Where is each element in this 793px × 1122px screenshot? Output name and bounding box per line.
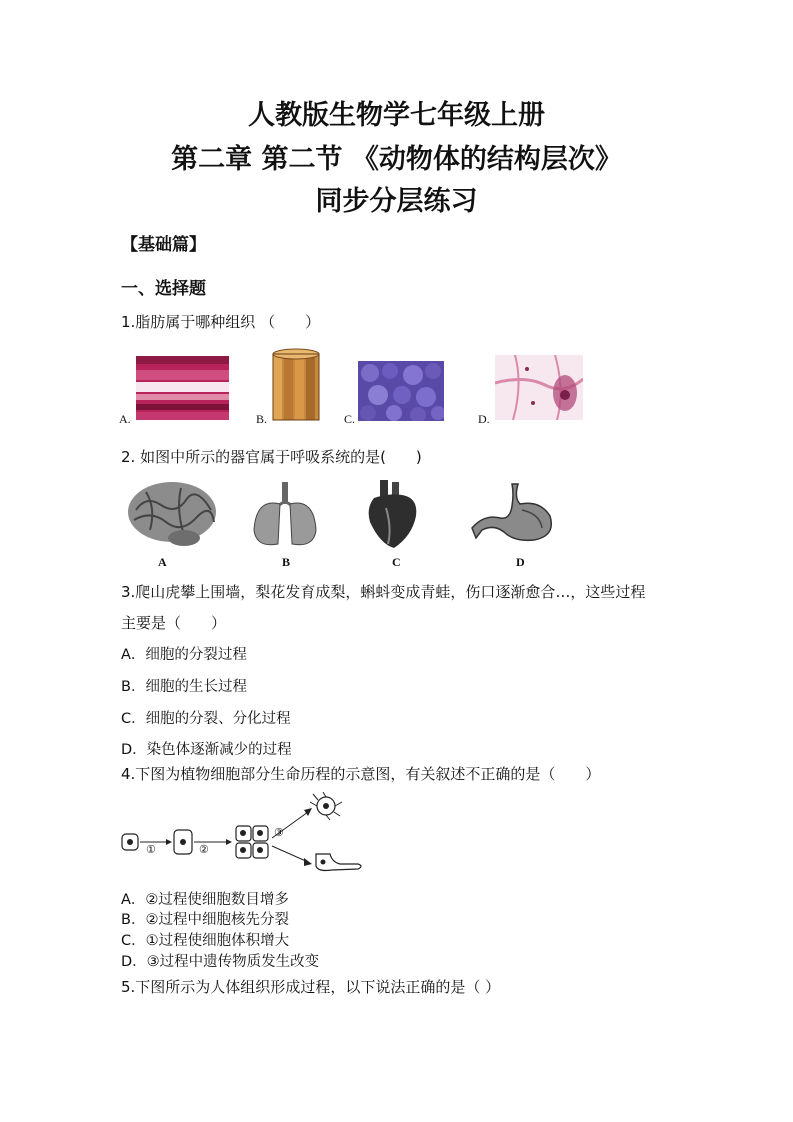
q3-option-c: C．细胞的分裂、分化过程 <box>121 711 291 727</box>
stomach-icon <box>470 480 560 550</box>
heart-icon <box>362 478 422 550</box>
question-2-stem: 2. 如图中所示的器官属于呼吸系统的是( ) <box>121 448 422 466</box>
q2-option-c-label: C <box>392 555 401 569</box>
q4-option-c: C．①过程使细胞体积增大 <box>121 933 290 949</box>
question-5-stem: 5.下图所示为人体组织形成过程，以下说法正确的是（ ） <box>121 978 501 996</box>
question-3-stem-line1: 3.爬山虎攀上围墙，梨花发育成梨，蝌蚪变成青蛙，伤口逐渐愈合…，这些过程 <box>121 583 646 601</box>
question-1-stem: 1.脂肪属于哪种组织 （ ） <box>121 313 321 331</box>
title-chapter: 第二章 第二节 《动物体的结构层次》 <box>171 144 622 175</box>
q1-option-c-label: C. <box>344 412 356 426</box>
part-multiple-choice: 一、选择题 <box>121 279 206 299</box>
brain-icon <box>126 480 218 550</box>
question-3-stem-line2: 主要是（ ） <box>121 614 227 632</box>
question-4-stem: 4.下图为植物细胞部分生命历程的示意图，有关叙述不正确的是（ ） <box>121 765 601 783</box>
cell-cluster-image <box>358 361 444 421</box>
q1-option-b-label: B. <box>256 412 268 426</box>
lungs-icon <box>250 480 320 550</box>
q3-option-d: D．染色体逐渐减少的过程 <box>121 742 292 758</box>
title-practice: 同步分层练习 <box>315 186 478 217</box>
q3-option-a: A．细胞的分裂过程 <box>121 647 247 663</box>
q4-option-b: B．②过程中细胞核先分裂 <box>121 912 289 928</box>
q4-option-a: A．②过程使细胞数目增多 <box>121 892 289 908</box>
q2-option-d-label: D <box>516 555 525 569</box>
section-basic: 【基础篇】 <box>121 235 206 255</box>
q2-option-b-label: B <box>282 555 291 569</box>
muscle-tissue-image <box>136 356 229 420</box>
q2-option-a-label: A <box>158 555 167 569</box>
q1-option-a-label: A. <box>119 412 131 426</box>
fiber-bundle-image <box>271 348 321 423</box>
step-2-label: ② <box>199 844 209 856</box>
q3-option-b: B．细胞的生长过程 <box>121 679 247 695</box>
step-3-label: ③ <box>274 827 284 839</box>
cell-development-diagram <box>118 792 368 882</box>
q4-option-d: D．③过程中遗传物质发生改变 <box>121 954 320 970</box>
title-textbook: 人教版生物学七年级上册 <box>248 100 545 131</box>
adipose-tissue-image <box>495 355 583 420</box>
step-1-label: ① <box>146 844 156 856</box>
q1-option-d-label: D. <box>478 412 490 426</box>
